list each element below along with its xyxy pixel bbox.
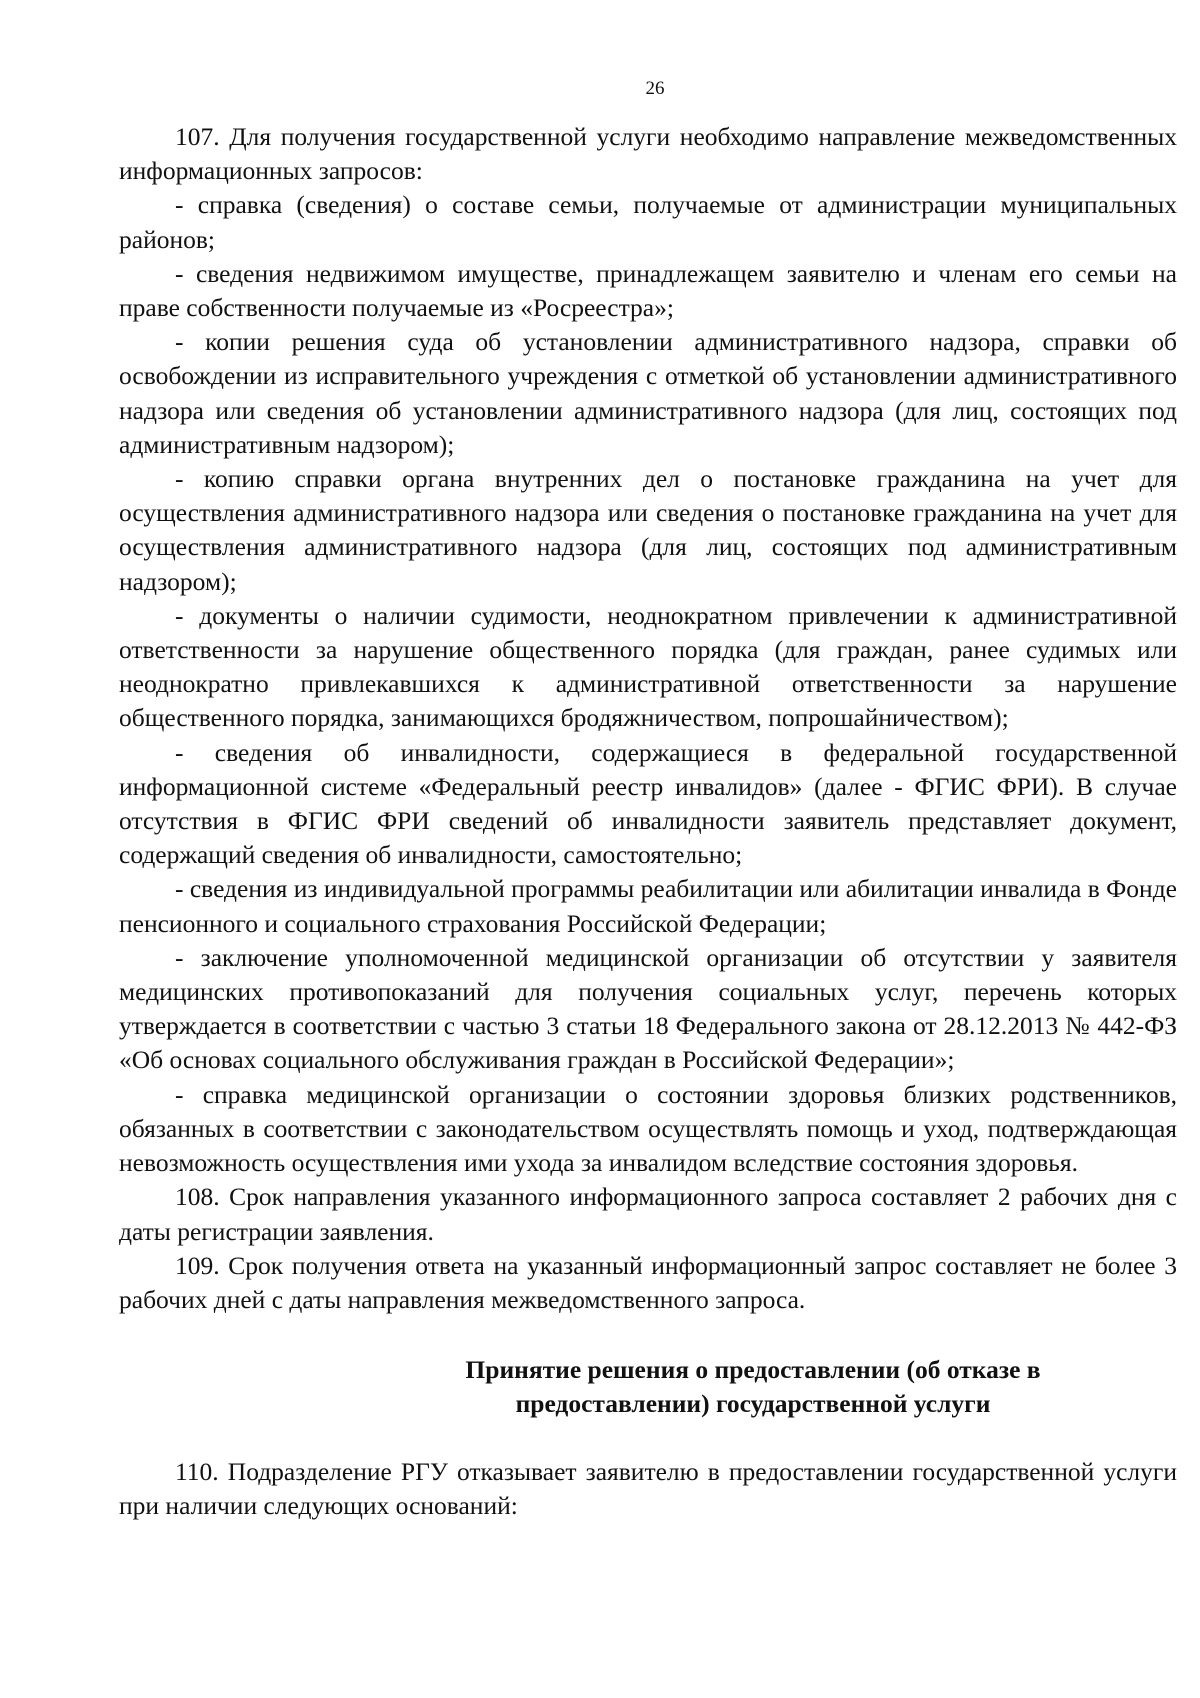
list-item-medical-conclusion: - заключение уполномоченной медицинской организации об отсутствии у заявителя медицинских противопоказаний для получения социальных услуг, перечень которых утверждается в соответствии с частью 3 статьи 18 Федерального закона от 28.12.2013 № 442-ФЗ «Об основах социального обслуживания граждан в Российской Федерации»; xyxy=(119,942,1177,1075)
list-item-rehabilitation-program: - сведения из индивидуальной программы реабилитации или абилитации инвалида в Фонде пенсионного и социального страхования Российской Федерации; xyxy=(119,874,1177,938)
list-item-court-decision: - копии решения суда об установлении административного надзора, справки об освобождении из исправительного учреждения с отметкой об установлении административного надзора или сведения об установлении административного надзора (для лиц, состоящих под административным надзором); xyxy=(119,327,1177,459)
list-item-police-certificate: - копию справки органа внутренних дел о постановке гражданина на учет для осуществления административного надзора или сведения о постановке гражданина на учет для осуществления административного надзора (для лиц, состоящих под административным надзором); xyxy=(119,464,1177,596)
list-item-relatives-health: - справка медицинской организации о состоянии здоровья близких родственников, обязанных в соответствии с законодательством осуществлять помощь и уход, подтверждающая невозможность осуществления ими ухода за инвалидом вследствие состояния здоровья. xyxy=(119,1079,1177,1178)
list-item-family-composition: - справка (сведения) о составе семьи, получаемые от администрации муниципальных районов; xyxy=(119,190,1177,254)
paragraph-109: 109. Срок получения ответа на указанный информационный запрос составляет не более 3 рабочих дней с даты направления межведомственного запроса. xyxy=(119,1250,1177,1314)
paragraph-107: 107. Для получения государственной услуги необходимо направление межведомственных информационных запросов: xyxy=(119,122,1177,186)
section-heading-line-1: Принятие решения о предоставлении (об отказе в xyxy=(465,1355,1041,1385)
section-heading-line-2: предоставлении) государственной услуги xyxy=(515,1389,991,1419)
paragraph-110: 110. Подразделение РГУ отказывает заявителю в предоставлении государственной услуги при наличии следующих оснований: xyxy=(119,1457,1177,1521)
list-item-criminal-record: - документы о наличии судимости, неоднократном привлечении к административной ответственности за нарушение общественного порядка (для граждан, ранее судимых или неоднократно привлекавшихся к административной ответственности за нарушение общественного порядка, занимающихся бродяжничеством, попрошайничеством); xyxy=(119,600,1177,733)
paragraph-108: 108. Срок направления указанного информационного запроса составляет 2 рабочих дня с даты регистрации заявления. xyxy=(119,1182,1177,1246)
list-item-disability-info: - сведения об инвалидности, содержащиеся в федеральной государственной информационной системе «Федеральный реестр инвалидов» (далее - ФГИС ФРИ). В случае отсутствия в ФГИС ФРИ сведений об инвалидности заявитель представляет документ, содержащий сведения об инвалидности, самостоятельно; xyxy=(119,737,1177,870)
page-number: 26 xyxy=(645,78,665,99)
section-heading xyxy=(119,1353,1177,1421)
list-item-real-estate: - сведения недвижимом имуществе, принадлежащем заявителю и членам его семьи на праве собственности получаемые из «Росреестра»; xyxy=(119,258,1177,323)
document-body xyxy=(119,120,1177,1524)
